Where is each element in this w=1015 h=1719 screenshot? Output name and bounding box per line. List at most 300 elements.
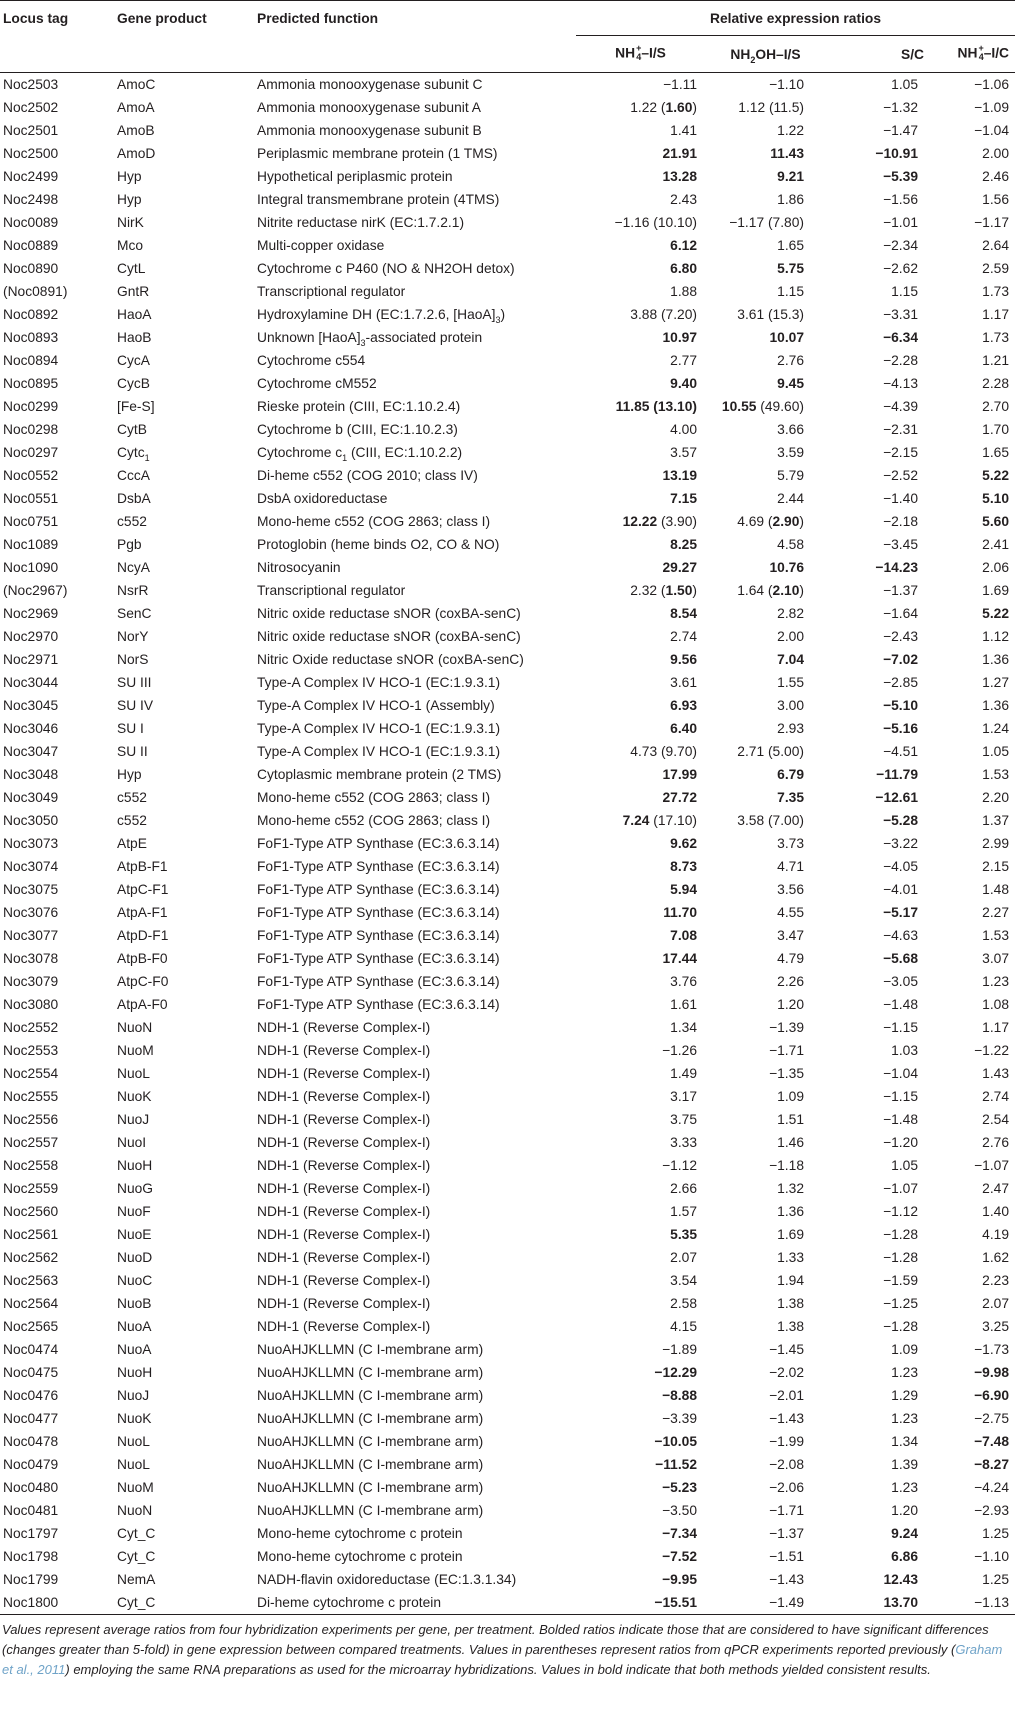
nh2oh-is-cell: −2.08: [769, 1457, 804, 1472]
sc-cell: 1.39: [891, 1457, 918, 1472]
predicted-function-cell: FoF1-Type ATP Synthase (EC:3.6.3.14): [257, 882, 500, 897]
locus-tag-cell: Noc2501: [3, 123, 59, 138]
gene-product-cell: SU III: [117, 675, 152, 690]
nh4-ic-cell: −1.10: [974, 1549, 1010, 1564]
locus-tag-cell: Noc2555: [3, 1089, 59, 1104]
nh4-ic-cell: 1.53: [982, 928, 1010, 943]
predicted-function-cell: Nitric oxide reductase sNOR (coxBA-senC): [257, 606, 521, 621]
predicted-function-cell: Nitrite reductase nirK (EC:1.7.2.1): [257, 215, 465, 230]
nh2oh-is-cell: 4.58: [777, 537, 804, 552]
gene-product-cell: HaoA: [117, 307, 152, 322]
nh2oh-is-cell: −1.10: [769, 77, 804, 92]
nh4-ic-cell: 2.64: [982, 238, 1010, 253]
nh4-is-cell: 7.08: [670, 928, 697, 943]
nh4-is-cell: 6.12: [670, 238, 697, 253]
table-row: [0, 395, 1015, 418]
table-row: [0, 947, 1015, 970]
sc-cell: −12.61: [875, 790, 918, 805]
table-row: [0, 1177, 1015, 1200]
table-row: [0, 487, 1015, 510]
nh4-ic-cell: 1.23: [982, 974, 1010, 989]
sc-cell: −1.48: [883, 1112, 918, 1127]
table-row: [0, 1545, 1015, 1568]
predicted-function-cell: NDH-1 (Reverse Complex-I): [257, 1020, 431, 1035]
gene-product-cell: NuoE: [117, 1227, 152, 1242]
gene-product-cell: NuoL: [117, 1457, 150, 1472]
gene-product-cell: GntR: [117, 284, 150, 299]
nh4-ic-cell: 5.22: [982, 606, 1010, 621]
sc-cell: −4.13: [883, 376, 918, 391]
gene-product-cell: NuoN: [117, 1503, 153, 1518]
gene-product-cell: HaoB: [117, 330, 152, 345]
nh4-is-cell: 3.76: [670, 974, 697, 989]
nh2oh-is-cell: 10.76: [769, 560, 804, 575]
header-nh4-ic: NH + 4 –I/C: [930, 36, 1015, 73]
sc-cell: −2.85: [883, 675, 918, 690]
nh4-ic-cell: −1.22: [974, 1043, 1010, 1058]
nh4-ic-cell: 2.41: [982, 537, 1010, 552]
nh4-is-cell: −7.34: [662, 1526, 697, 1541]
nh4-ic-cell: 1.73: [982, 330, 1010, 345]
sc-cell: 1.15: [891, 284, 918, 299]
nh4-ic-cell: 1.40: [982, 1204, 1010, 1219]
table-row: [0, 1499, 1015, 1522]
nh4-ic-cell: 5.60: [982, 514, 1010, 529]
sc-cell: 1.09: [891, 1342, 918, 1357]
nh4-ic-cell: 2.23: [982, 1273, 1010, 1288]
nh4-is-cell: 8.73: [670, 859, 697, 874]
sc-cell: −1.48: [883, 997, 918, 1012]
sc-cell: −5.39: [883, 169, 918, 184]
citation-link[interactable]: Graham et al., 2011: [2, 1642, 1003, 1677]
table-row: [0, 349, 1015, 372]
nh2oh-is-cell: 1.33: [777, 1250, 804, 1265]
table-row: [0, 901, 1015, 924]
predicted-function-cell: Di-heme c552 (COG 2010; class IV): [257, 468, 478, 483]
gene-product-cell: NuoA: [117, 1319, 152, 1334]
predicted-function-cell: Mono-heme c552 (COG 2863; class I): [257, 514, 491, 529]
nh4-ic-cell: 1.25: [982, 1526, 1010, 1541]
nh2oh-is-cell: −1.49: [705, 1591, 826, 1615]
nh2oh-is-cell: −1.35: [769, 1066, 804, 1081]
predicted-function-cell: NDH-1 (Reverse Complex-I): [257, 1089, 431, 1104]
header-relative-expression-ratios: Relative expression ratios: [576, 1, 1015, 36]
sc-cell: −3.05: [883, 974, 918, 989]
sc-cell: −14.23: [875, 560, 918, 575]
locus-tag-cell: Noc0551: [3, 491, 59, 506]
predicted-function-cell: Type-A Complex IV HCO-1 (EC:1.9.3.1): [257, 721, 501, 736]
nh2oh-is-cell: −1.45: [769, 1342, 804, 1357]
locus-tag-cell: Noc0478: [3, 1434, 59, 1449]
nh2oh-is-cell: −1.43: [769, 1572, 804, 1587]
nh4-is-cell: −1.12: [662, 1158, 697, 1173]
nh2oh-is-cell: 1.94: [777, 1273, 804, 1288]
sc-cell: 1.29: [891, 1388, 918, 1403]
nh4-is-cell: 8.54: [670, 606, 697, 621]
nh4-ic-cell: 4.19: [982, 1227, 1010, 1242]
nh2oh-is-cell: 2.44: [777, 491, 804, 506]
gene-product-cell: NuoL: [117, 1066, 150, 1081]
predicted-function-cell: Protoglobin (heme binds O2, CO & NO): [257, 537, 500, 552]
predicted-function-cell: NDH-1 (Reverse Complex-I): [257, 1066, 431, 1081]
table-row: [0, 1085, 1015, 1108]
gene-product-cell: SU II: [117, 744, 148, 759]
nh4-ic-cell: −2.75: [974, 1411, 1010, 1426]
sc-cell: −4.63: [883, 928, 918, 943]
table-row: [0, 1062, 1015, 1085]
nh2oh-is-cell: −1.37: [769, 1526, 804, 1541]
table-row: [0, 970, 1015, 993]
nh4-ic-cell: 2.99: [982, 836, 1010, 851]
gene-product-cell: DsbA: [117, 491, 151, 506]
sc-cell: −1.07: [883, 1181, 918, 1196]
table-row: [0, 855, 1015, 878]
locus-tag-cell: Noc0481: [3, 1503, 59, 1518]
nh4-is-cell: 5.35: [670, 1227, 697, 1242]
nh2oh-is-cell: 1.46: [777, 1135, 804, 1150]
nh2oh-is-cell: 2.76: [777, 353, 804, 368]
sc-cell: −1.15: [883, 1089, 918, 1104]
nh4-ic-cell: −4.24: [974, 1480, 1010, 1495]
gene-product-cell: NuoJ: [117, 1112, 150, 1127]
nh2oh-is-cell: 1.12 (11.5): [738, 100, 804, 115]
gene-product-cell: CytB: [117, 422, 147, 437]
predicted-function-cell: NuoAHJKLLMN (C I-membrane arm): [257, 1434, 484, 1449]
nh4-is-cell: −10.05: [654, 1434, 697, 1449]
predicted-function-cell: FoF1-Type ATP Synthase (EC:3.6.3.14): [257, 974, 500, 989]
gene-product-cell: NuoK: [117, 1089, 152, 1104]
locus-tag-cell: Noc2558: [3, 1158, 59, 1173]
nh4-is-cell: 7.15: [670, 491, 697, 506]
nh4-is-cell: −11.52: [655, 1457, 697, 1472]
nh4-ic-cell: 2.59: [982, 261, 1010, 276]
locus-tag-cell: Noc0474: [3, 1342, 59, 1357]
gene-product-cell: NuoC: [117, 1273, 153, 1288]
nh2oh-is-cell: 11.43: [770, 146, 804, 161]
sc-cell: −1.28: [883, 1250, 918, 1265]
header-locus-tag: Locus tag: [3, 10, 69, 26]
nh2oh-is-cell: −2.06: [769, 1480, 804, 1495]
nh4-ic-cell: 1.25: [982, 1572, 1010, 1587]
predicted-function-cell: Unknown $[HaoA]_3$-associated protein: [257, 330, 483, 348]
predicted-function-cell: NDH-1 (Reverse Complex-I): [257, 1250, 431, 1265]
table-row: [0, 257, 1015, 280]
sc-cell: −2.28: [883, 353, 918, 368]
nh4-ic-cell: 2.47: [982, 1181, 1010, 1196]
predicted-function-cell: NDH-1 (Reverse Complex-I): [257, 1227, 431, 1242]
table-row: [0, 1039, 1015, 1062]
sc-cell: −11.79: [876, 767, 918, 782]
nh4-is-cell: 1.61: [670, 997, 697, 1012]
gene-product-cell: Pgb: [117, 537, 142, 552]
predicted-function-cell: Cytoplasmic membrane protein (2 TMS): [257, 767, 502, 782]
nh4-ic-cell: 1.36: [982, 652, 1010, 667]
nh2oh-is-cell: 5.79: [777, 468, 804, 483]
nh4-is-cell: 1.57: [670, 1204, 697, 1219]
table-row: [0, 188, 1015, 211]
nh4-is-cell: −7.52: [662, 1549, 697, 1564]
nh4-is-cell: −5.23: [662, 1480, 697, 1495]
nh4-ic-cell: 1.12: [982, 629, 1010, 644]
nh4-ic-cell: 2.15: [982, 859, 1010, 874]
predicted-function-cell: NuoAHJKLLMN (C I-membrane arm): [257, 1365, 484, 1380]
sc-cell: −1.12: [883, 1204, 918, 1219]
locus-tag-cell: Noc2500: [3, 146, 59, 161]
locus-tag-cell: Noc3077: [3, 928, 59, 943]
nh2oh-is-cell: 6.79: [777, 767, 804, 782]
table-row: [0, 165, 1015, 188]
header-nh2oh-is: $NH_2OH-I/S$: [705, 36, 826, 73]
gene-product-cell: Cyt_C: [117, 1549, 156, 1564]
gene-product-cell: NirK: [117, 215, 144, 230]
nh4-ic-cell: 1.48: [982, 882, 1010, 897]
nh2oh-is-cell: −1.99: [769, 1434, 804, 1449]
gene-product-cell: CycA: [117, 353, 150, 368]
locus-tag-cell: Noc0089: [3, 215, 59, 230]
gene-product-cell: NuoB: [117, 1296, 152, 1311]
nh4-is-cell: 2.32 (1.50): [630, 583, 697, 598]
nh4-is-cell: 6.80: [670, 261, 697, 276]
locus-tag-cell: Noc3073: [3, 836, 59, 851]
table-row: [0, 809, 1015, 832]
nh2oh-is-cell: 3.47: [777, 928, 804, 943]
gene-product-cell: Hyp: [117, 169, 142, 184]
nh4-is-cell: −1.26: [662, 1043, 697, 1058]
predicted-function-cell: NuoAHJKLLMN (C I-membrane arm): [257, 1480, 484, 1495]
nh4-ic-cell: 2.00: [982, 146, 1010, 161]
nh4-is-cell: −12.29: [654, 1365, 697, 1380]
nh4-is-cell: 17.44: [662, 951, 697, 966]
predicted-function-cell: Nitric Oxide reductase sNOR (coxBA-senC): [257, 652, 524, 667]
locus-tag-cell: Noc2502: [3, 100, 59, 115]
nh4-is-cell: 21.91: [662, 146, 697, 161]
nh4-ic-cell: 1.08: [982, 997, 1010, 1012]
predicted-function-cell: Mono-heme cytochrome c protein: [257, 1549, 463, 1564]
nh4-is-cell: 3.57: [670, 445, 697, 460]
nh4-is-cell: 3.54: [670, 1273, 697, 1288]
locus-tag-cell: Noc2971: [3, 652, 59, 667]
gene-product-cell: NuoM: [117, 1480, 154, 1495]
nh4-ic-cell: −1.07: [974, 1158, 1010, 1173]
predicted-function-cell: NuoAHJKLLMN (C I-membrane arm): [257, 1388, 484, 1403]
table-row: [0, 464, 1015, 487]
nh2oh-is-cell: 9.21: [777, 169, 804, 184]
gene-product-cell: NuoH: [117, 1365, 153, 1380]
locus-tag-cell: Noc1800: [0, 1591, 114, 1615]
sc-cell: −2.62: [883, 261, 918, 276]
nh2oh-is-cell: 7.35: [777, 790, 804, 805]
nh4-is-cell: 9.40: [670, 376, 697, 391]
gene-product-cell: NemA: [117, 1572, 156, 1587]
table-row: [0, 1591, 1015, 1615]
sc-cell: −10.91: [875, 146, 918, 161]
nh4-ic-cell: 2.46: [982, 169, 1010, 184]
nh4-ic-cell: 1.27: [982, 675, 1010, 690]
table-row: [0, 1338, 1015, 1361]
gene-product-cell: AmoB: [117, 123, 155, 138]
nh4-is-cell: 3.61: [670, 675, 697, 690]
nh4-is-cell: 9.56: [670, 652, 697, 667]
predicted-function-cell: Transcriptional regulator: [257, 583, 406, 598]
nh4-ic-cell: 1.70: [982, 422, 1010, 437]
nh4-ic-cell: 2.27: [982, 905, 1010, 920]
predicted-function-cell: FoF1-Type ATP Synthase (EC:3.6.3.14): [257, 836, 500, 851]
nh2oh-is-cell: −1.51: [769, 1549, 804, 1564]
nh4-is-cell: 3.33: [670, 1135, 697, 1150]
locus-tag-cell: Noc0299: [3, 399, 59, 414]
nh4-ic-cell: 1.65: [982, 445, 1010, 460]
nh4-ic-cell: 1.73: [982, 284, 1010, 299]
sc-cell: 6.86: [891, 1549, 918, 1564]
table-row: [0, 579, 1015, 602]
locus-tag-cell: Noc2556: [3, 1112, 59, 1127]
table-row: [0, 1154, 1015, 1177]
table-row: [0, 1430, 1015, 1453]
locus-tag-cell: Noc3049: [3, 790, 59, 805]
nh2oh-is-cell: 9.45: [777, 376, 804, 391]
nh2oh-is-cell: 1.69: [777, 1227, 804, 1242]
nh4-ic-cell: 2.20: [982, 790, 1010, 805]
predicted-function-cell: Ammonia monooxygenase subunit C: [257, 77, 483, 92]
nh4-ic-cell: 1.56: [982, 192, 1010, 207]
nh4-is-cell: 13.19: [662, 468, 697, 483]
gene-product-cell: Mco: [117, 238, 144, 253]
table-row: [0, 786, 1015, 809]
table-row: [0, 556, 1015, 579]
table-row: [0, 1200, 1015, 1223]
nh4-is-cell: −15.51: [576, 1591, 705, 1615]
table-row: [0, 510, 1015, 533]
sc-cell: −4.39: [883, 399, 918, 414]
nh4-ic-cell: 2.76: [982, 1135, 1010, 1150]
sc-cell: 1.20: [891, 1503, 918, 1518]
table-row: [0, 1476, 1015, 1499]
predicted-function-cell: NDH-1 (Reverse Complex-I): [257, 1181, 431, 1196]
predicted-function-cell: Type-A Complex IV HCO-1 (EC:1.9.3.1): [257, 675, 501, 690]
nh4-ic-cell: 1.69: [982, 583, 1010, 598]
header-predicted-function: Predicted function: [257, 10, 379, 26]
nh4-is-cell: 10.97: [662, 330, 697, 345]
sc-cell: −1.59: [883, 1273, 918, 1288]
header-gene-product: Gene product: [117, 10, 207, 26]
sc-cell: 1.23: [891, 1365, 918, 1380]
nh4-is-cell: 4.73 (9.70): [630, 744, 697, 759]
nh4-is-cell: 11.70: [663, 905, 697, 920]
locus-tag-cell: Noc0477: [3, 1411, 59, 1426]
sc-cell: −1.47: [883, 123, 918, 138]
nh4-ic-cell: −6.90: [974, 1388, 1010, 1403]
nh4-ic-cell: 1.05: [982, 744, 1010, 759]
table-footnote: [0, 1615, 1015, 1680]
table-row: [0, 1361, 1015, 1384]
table-row: [0, 1131, 1015, 1154]
sc-cell: −3.45: [883, 537, 918, 552]
gene-product-cell: CccA: [117, 468, 150, 483]
sc-cell: −1.20: [883, 1135, 918, 1150]
nh4-ic-cell: −1.73: [974, 1342, 1010, 1357]
sc-cell: −2.43: [883, 629, 918, 644]
table-row: [0, 372, 1015, 395]
predicted-function-cell: Rieske protein (CIII, EC:1.10.2.4): [257, 399, 461, 414]
sc-cell: −1.32: [883, 100, 918, 115]
table-row: [0, 1246, 1015, 1269]
predicted-function-cell: DsbA oxidoreductase: [257, 491, 388, 506]
locus-tag-cell: (Noc2967): [3, 583, 68, 598]
predicted-function-cell: Ammonia monooxygenase subunit B: [257, 123, 482, 138]
nh4-ic-cell: 3.07: [982, 951, 1010, 966]
nh4-is-cell: 2.58: [670, 1296, 697, 1311]
locus-tag-cell: Noc0297: [3, 445, 59, 460]
nh4-is-cell: 8.25: [670, 537, 697, 552]
table-row: [0, 1522, 1015, 1545]
table-row: [0, 717, 1015, 740]
nh2oh-is-cell: −1.18: [769, 1158, 804, 1173]
nh4-ic-cell: −1.04: [974, 123, 1010, 138]
table-row: [0, 1108, 1015, 1131]
nh2oh-is-cell: 3.66: [777, 422, 804, 437]
locus-tag-cell: Noc2554: [3, 1066, 59, 1081]
nh4-ic-cell: 2.74: [982, 1089, 1010, 1104]
nh2oh-is-cell: 3.59: [777, 445, 804, 460]
gene-product-cell: AtpD-F1: [117, 928, 169, 943]
locus-tag-cell: Noc3078: [3, 951, 59, 966]
locus-tag-cell: Noc3075: [3, 882, 59, 897]
sc-cell: −2.52: [883, 468, 918, 483]
locus-tag-cell: Noc2557: [3, 1135, 59, 1150]
predicted-function-cell: Cytochrome c554: [257, 353, 366, 368]
predicted-function-cell: Hydroxylamine DH (EC:1.7.2.6, $[HaoA]_3$): [257, 307, 506, 325]
nh2oh-is-cell: −1.71: [769, 1503, 804, 1518]
nh2oh-is-cell: −1.39: [769, 1020, 804, 1035]
nh4-is-cell: 27.72: [662, 790, 697, 805]
nh2oh-is-cell: 4.79: [777, 951, 804, 966]
locus-tag-cell: Noc0892: [3, 307, 59, 322]
sc-cell: −3.22: [883, 836, 918, 851]
predicted-function-cell: Type-A Complex IV HCO-1 (Assembly): [257, 698, 495, 713]
nh2oh-is-cell: 4.69 (2.90): [737, 514, 804, 529]
nh4-ic-cell: 1.17: [982, 1020, 1010, 1035]
predicted-function-cell: Nitric oxide reductase sNOR (coxBA-senC): [257, 629, 521, 644]
nh4-ic-cell: −1.17: [974, 215, 1010, 230]
nh4-ic-cell: 2.70: [982, 399, 1010, 414]
nh4-ic-cell: −8.27: [974, 1457, 1010, 1472]
predicted-function-cell: NDH-1 (Reverse Complex-I): [257, 1296, 431, 1311]
nh4-is-cell: 3.17: [670, 1089, 697, 1104]
table-row: [0, 96, 1015, 119]
table-row: [0, 878, 1015, 901]
nh4-ic-cell: 1.62: [982, 1250, 1010, 1265]
header-sc: S/C: [826, 36, 930, 73]
gene-product-cell: NuoL: [117, 1434, 150, 1449]
gene-product-cell: AtpC-F1: [117, 882, 169, 897]
nh2oh-is-cell: 1.86: [777, 192, 804, 207]
gene-product-cell: NuoN: [117, 1020, 153, 1035]
gene-product-cell: CycB: [117, 376, 150, 391]
nh4-is-cell: −1.89: [662, 1342, 697, 1357]
header-nh4-is: NH + 4 –I/S: [576, 36, 705, 73]
nh4-is-cell: 1.22 (1.60): [630, 100, 697, 115]
locus-tag-cell: Noc2564: [3, 1296, 59, 1311]
footnote-text-2: ) employing the same RNA preparations as used for the microarray hybridizations. Values in bold indicate that both methods yielded consistent results.: [65, 1662, 931, 1677]
table-row: [0, 73, 1015, 97]
gene-product-cell: NorY: [117, 629, 149, 644]
nh4-ic-cell: 5.10: [982, 491, 1010, 506]
locus-tag-cell: Noc3045: [3, 698, 59, 713]
sc-cell: −5.68: [883, 951, 918, 966]
gene-product-cell: AtpB-F0: [117, 951, 168, 966]
gene-product-cell: Cyt_C: [117, 1526, 156, 1541]
gene-product-cell: AtpE: [117, 836, 147, 851]
